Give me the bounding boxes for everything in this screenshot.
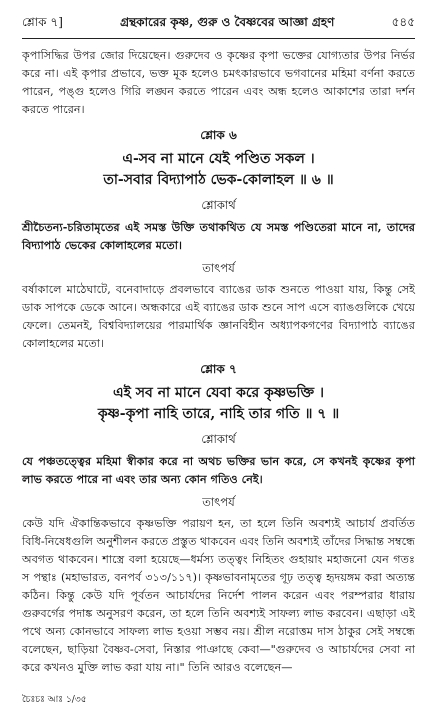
verse6-purport-heading: তাৎপর্য: [202, 261, 235, 275]
verse6-line1: এ-সব না মানে যেই পণ্ডিত সকল ।: [122, 151, 315, 167]
intro-paragraph: কৃপাসিদ্ধির উপর জোর দিয়েছেন। গুরুদেব ও কৃষ্ণের কৃপা ভক্তের যোগ্যতার উপর নির্ভর করে না। এই কৃপার প্রভাবে, ভক্ত মূক হলেও চমৎকারভাবে ভগবানের মহিমা বর্ণনা করতে পারেন, পঙ্গু হলেও গিরি লঙ্ঘন করতে পারেন এবং অন্ধ হলেও আকাশের তারা দর্শন করতে পারেন।: [22, 49, 415, 116]
verse6-line2: তা-সবার বিদ্যাপাঠ ভেক-কোলাহল ॥ ৬ ॥: [103, 172, 334, 188]
verse7-heading: শ্লোক ৭: [200, 362, 237, 376]
verse7-line1: এই সব না মানে যেবা করে কৃষ্ণভক্তি ।: [112, 385, 325, 401]
header-divider: [22, 38, 415, 39]
verse6-purport: বর্ষাকালে মাঠেঘাটে, বনেবাদাড়ে প্রবলভাবে ব্যাঙের ডাক শুনতে পাওয়া যায়, কিন্তু সেই ডাক সাপকে ডেকে আনে। অন্ধকারে এই ব্যাঙের ডাক শুনে সাপ এসে ব্যাঙগুলিকে খেয়ে ফেলে। তেমনই, বিশ্ববিদ্যালয়ের পারমার্থিক জ্ঞানবিহীন অধ্যাপকগণের বিদ্যাপাঠ ব্যাঙের কোলাহলের মতো।: [22, 283, 415, 350]
verse6-translation-heading: শ্লোকার্থ: [201, 198, 236, 212]
verse7-translation: যে পঞ্চতত্ত্বের মহিমা স্বীকার করে না অথচ ভক্তির ভান করে, সে কখনই কৃষ্ণের কৃপা লাভ করতে পারে না এবং তার অন্য কোন গতিও নেই।: [22, 454, 415, 486]
page-header: [22, 14, 415, 34]
header-chapter-title: গ্রন্থকারের কৃষ্ণ, গুরু ও বৈষ্ণবের আজ্ঞা গ্রহণ: [120, 15, 335, 29]
verse6-heading: শ্লোক ৬: [200, 128, 237, 142]
header-page-number: ৫৪৫: [391, 15, 415, 29]
verse6-translation: শ্রীচৈতন্য-চরিতামৃতের এই সমস্ত উক্তি তথাকথিত যে সমস্ত পণ্ডিতেরা মানে না, তাদের বিদ্যাপাঠ ভেকের কোলাহলের মতো।: [22, 220, 415, 252]
page-footer: চৈঃচঃ আঃ ১/৩৫: [22, 695, 87, 705]
verse7-purport: কেউ যদি ঐকান্তিকভাবে কৃষ্ণভক্তি পরায়ণ হন, তা হলে তিনি অবশ্যই আচার্য প্রবর্তিত বিধি-নিষেধগুলি অনুশীলন করতে প্রস্তুত থাকবেন এবং তিনি অবশ্যই তাঁদের সিদ্ধান্ত সম্বন্ধে অবগত থাকবেন। শাস্ত্রে বলা হয়েছে—ধর্মস্য তত্ত্বং নিহিতং গুহায়াং মহাজনো যেন গতঃ স পন্থাঃ (মহাভারত, বনপর্ব ৩১৩/১১৭)। কৃষ্ণভাবনামৃতের গূঢ় তত্ত্ব হৃদয়ঙ্গম করা অত্যন্ত কঠিন। কিন্তু কেউ যদি পূর্বতন আচার্যদের নির্দেশ পালন করেন এবং পরম্পরার ধারায় গুরুবর্গের পদাঙ্ক অনুসরণ করেন, তা হলে তিনি অবশ্যই সাফল্য লাভ করবেন। এছাড়া এই পথে অন্য কোনভাবে সাফল্য লাভ হওয়া সম্ভব নয়। শ্রীল নরোত্তম দাস ঠাকুর সেই সম্বন্ধে বলেছেন, ছাড়িয়া বৈষ্ণব-সেবা, নিস্তার পাঞাছে কেবা—"গুরুদেব ও আচার্যদের সেবা না করে কখনও মুক্তি লাভ করা যায় না।" তিনি আরও বলেছেন—: [22, 517, 415, 674]
verse7-translation-heading: শ্লোকার্থ: [201, 432, 236, 446]
verse7-purport-heading: তাৎপর্য: [202, 495, 235, 509]
verse7-line2: কৃষ্ণ-কৃপা নাহি তারে, নাহি তার গতি ॥ ৭ ॥: [97, 406, 340, 422]
header-verse-ref: শ্লোক ৭]: [22, 15, 63, 29]
